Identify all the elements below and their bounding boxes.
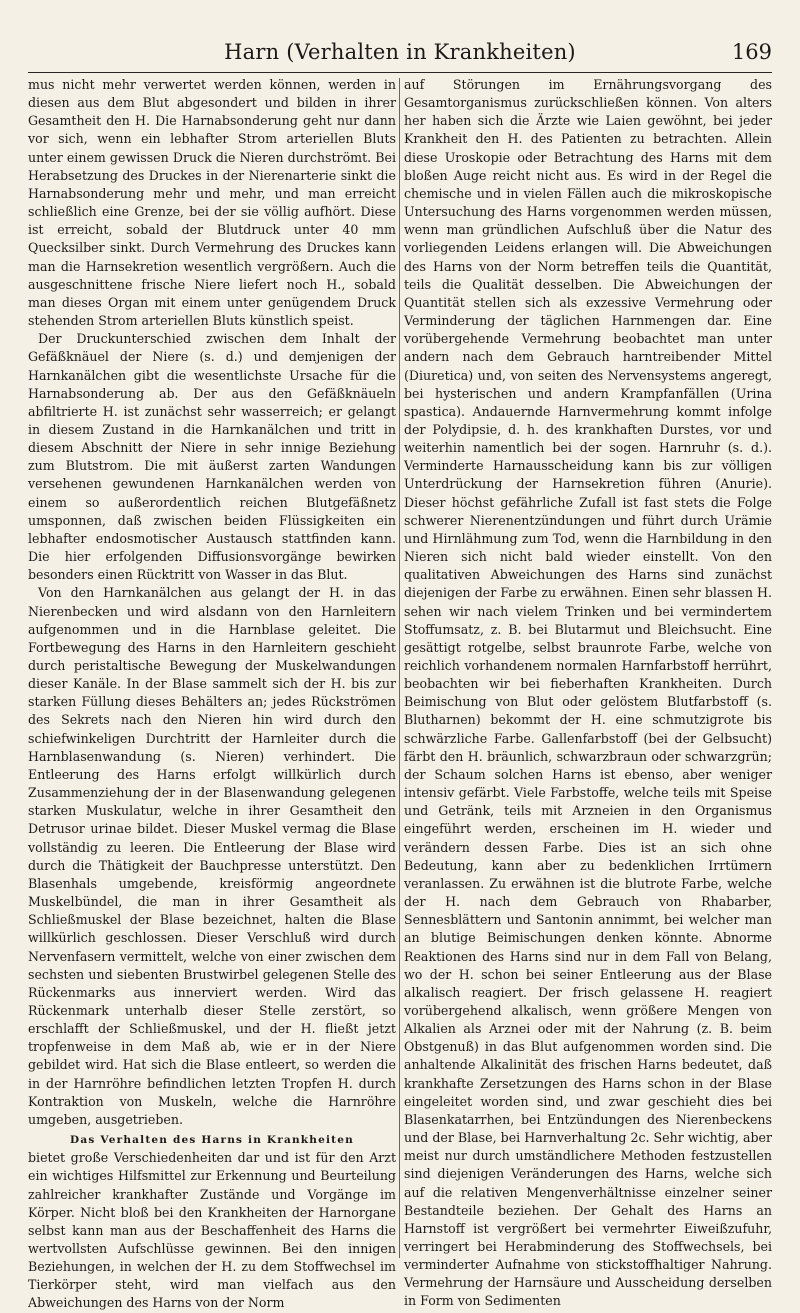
page-number: 169	[731, 40, 772, 64]
section-subheading: Das Verhalten des Harns in Krankheiten	[70, 1134, 354, 1147]
running-header	[28, 40, 772, 66]
paragraph: bietet große Verschiedenheiten dar und ist für den Arzt ein wichtiges Hilfsmittel zur Erkennung und Beurteilung zahlreicher krankhafter Zustände und Vorgänge im Körper. Nicht bloß bei den Krankheiten der Harnorgane selbst kann man aus der Beschaffenheit des Harns die wertvollsten Aufschlüsse gewinnen. Bei den innigen Beziehungen, in welchen der H. zu dem Stoffwechsel im Tierkörper steht, wird man vielfach aus den Abweichungen des Harns von der Norm	[28, 1150, 396, 1311]
paragraph: auf Störungen im Ernährungsvorgang des Gesamtorganismus zurückschließen können. Von alters her haben sich die Ärzte wie Laien gewöhnt, bei jeder Krankheit den H. des Patienten zu betrachten. Allein diese Uroskopie oder Betrachtung des Harns mit dem bloßen Auge reicht nicht aus. Es wird in der Regel die chemische und in vielen Fällen auch die mikroskopische Untersuchung des Harns vorgenommen werden müssen, wenn man gründlichen Aufschluß über die Natur des vorliegenden Leidens erlangen will. Die Abweichungen des Harns von der Norm betreffen teils die Quantität, teils die Qualität desselben. Die Abweichungen der Quantität stellen sich als exzessive Vermehrung oder Verminderung der täglichen Harnmengen dar. Eine vorübergehende Vermehrung beobachtet man unter andern nach dem Gebrauch harntreibender Mittel (Diuretica) und, von seiten des Nervensystems angeregt, bei hysterischen und andern Krampfanfällen (Urina spastica). Andauernde Harnvermehrung kommt infolge der Polydipsie, d. h. des krankhaften Durstes, vor und weiterhin namentlich bei der sogen. Harnruhr (s. d.). Verminderte Harnausscheidung kann bis zur völligen Unterdrückung der Harnsekretion führen (Anurie). Dieser höchst gefährliche Zufall ist fast stets die Folge schwerer Nierenentzündungen und führt durch Urämie und Hirnlähmung zum Tod, wenn die Harnbildung in den Nieren sich nicht bald wieder einstellt. Von den qualitativen Abweichungen des Harns sind zunächst diejenigen der Farbe zu erwähnen. Einen sehr blassen H. sehen wir nach vielem Trinken und bei vermindertem Stoffumsatz, z. B. bei Blutarmut und Bleichsucht. Eine gesättigt rotgelbe, selbst braunrote Farbe, welche von reichlich vorhandenem normalen Harnfarbstoff herrührt, beobachten wir bei fieberhaften Krankheiten. Durch Beimischung von Blut oder gelöstem Blutfarbstoff (s. Blutharnen) bekommt der H. eine schmutzigrote bis schwärzliche Farbe. Gallenfarbstoff (bei der Gelbsucht) färbt den H. bräunlich, schwarzbraun oder schwarzgrün; der Schaum solchen Harns ist ebenso, aber weniger intensiv gefärbt. Viele Farbstoffe, welche teils mit Speise und Getränk, teils mit Arzneien in den Organismus eingeführt werden, erscheinen im H. wieder und verändern dessen Farbe. Dies ist an sich ohne Bedeutung, kann aber zu bedenklichen Irrtümern veranlassen. Zu erwähnen ist die blutrote Farbe, welche der H. nach dem Gebrauch von Rhabarber, Sennesblättern und Santonin annimmt, bei welcher man an blutige Beimischungen denken könnte. Abnorme Reaktionen des Harns sind nur in dem Fall von Belang, wo der H. schon bei seiner Entleerung aus der Blase alkalisch reagiert. Der frisch gelassene H. reagiert vorübergehend alkalisch, wenn größere Mengen von Alkalien als Arznei oder mit der Nahrung (z. B. beim Obstgenuß) in das Blut aufgenommen worden sind. Die anhaltende Alkalinität des frischen Harns bedeutet, daß krankhafte Zersetzungen des Harns schon in der Blase eingeleitet worden sind, und zwar geschieht dies bei Blasenkatarrhen, bei Entzündungen des Nierenbeckens und der Blase, bei Harnverhaltung 2c. Sehr wichtig, aber meist nur durch umständlichere Methoden festzustellen sind diejenigen Veränderungen des Harns, welche sich auf die relativen Mengenverhältnisse einzelner seiner Bestandteile beziehen. Der Gehalt des Harns an Harnstoff ist vergrößert bei vermehrter Eiweißzufuhr, verringert bei Herabminderung des Stoffwechsels, bei verminderter Aufnahme von stickstoffhaltiger Nahrung. Vermehrung der Harnsäure und Ausscheidung derselben in Form von Sedimenten	[404, 77, 772, 1309]
left-column	[28, 76, 396, 1311]
running-title: Harn (Verhalten in Krankheiten)	[224, 40, 576, 64]
paragraph: Von den Harnkanälchen aus gelangt der H. in das Nierenbecken und wird alsdann von den Harnleitern aufgenommen und in die Harnblase geleitet. Die Fortbewegung des Harns in den Harnleitern geschieht durch peristaltische Bewegung der Muskelwandungen dieser Kanäle. In der Blase sammelt sich der H. bis zur starken Füllung dieses Behälters an; jedes Rückströmen des Sekrets nach den Nieren hin wird durch den schiefwinkeligen Durchtritt der Harnleiter durch die Harnblasenwandung (s. Nieren) verhindert. Die Entleerung des Harns erfolgt willkürlich durch Zusammenziehung der in der Blasenwandung gelegenen starken Muskulatur, welche in ihrer Gesamtheit den Detrusor urinae bildet. Dieser Muskel vermag die Blase vollständig zu leeren. Die Entleerung der Blase wird durch die Thätigkeit der Bauchpresse unterstützt. Den Blasenhals umgebende, kreisförmig angeordnete Muskelbündel, die man in ihrer Gesamtheit als Schließmuskel der Blase bezeichnet, halten die Blase willkürlich geschlossen. Dieser Verschluß wird durch Nervenfasern vermittelt, welche von einer zwischen dem sechsten und siebenten Brustwirbel gelegenen Stelle des Rückenmarks aus innerviert werden. Wird das Rückenmark unterhalb dieser Stelle zerstört, so erschlafft der Schließmuskel, und der H. fließt jetzt tropfenweise in dem Maß ab, wie er in der Niere gebildet wird. Hat sich die Blase entleert, so werden die in der Harnröhre befindlichen letzten Tropfen H. durch Kontraktion von Muskeln, welche die Harnröhre umgeben, ausgetrieben.	[28, 585, 396, 1127]
paragraph: Der Druckunterschied zwischen dem Inhalt der Gefäßknäuel der Niere (s. d.) und demjenigen der Harnkanälchen gibt die wesentlichste Ursache für die Harnabsonderung ab. Der aus den Gefäßknäueln abfiltrierte H. ist zunächst sehr wasserreich; er gelangt in diesem Zustand in die Harnkanälchen und tritt in diesem Abschnitt der Niere in sehr innige Beziehung zum Blutstrom. Die mit äußerst zarten Wandungen versehenen gewundenen Harnkanälchen werden von einem so außerordentlich reichen Blutgefäßnetz umsponnen, daß zwischen beiden Flüssigkeiten ein lebhafter endosmotischer Austausch stattfinden kann. Die hier erfolgenden Diffusionsvorgänge bewirken besonders einen Rücktritt von Wasser in das Blut.	[28, 331, 396, 583]
column-separator	[399, 78, 400, 1258]
header-rule	[28, 72, 772, 73]
paragraph: mus nicht mehr verwertet werden können, werden in diesen aus dem Blut abgesondert und bilden in ihrer Gesamtheit den H. Die Harnabsonderung geht nur dann vor sich, wenn ein lebhafter Strom arteriellen Bluts unter einem gewissen Druck die Nieren durchströmt. Bei Herabsetzung des Druckes in der Nierenarterie sinkt die Harnabsonderung mehr und mehr, und man erreicht schließlich eine Grenze, bei der sie völlig aufhört. Diese ist erreicht, sobald der Blutdruck unter 40 mm Quecksilber sinkt. Durch Vermehrung des Druckes kann man die Harnsekretion wesentlich vergrößern. Auch die ausgeschnittene frische Niere liefert noch H., sobald man dieses Organ mit einem unter genügendem Druck stehenden Strom arteriellen Bluts künstlich speist.	[28, 77, 396, 329]
right-column	[404, 76, 772, 1309]
